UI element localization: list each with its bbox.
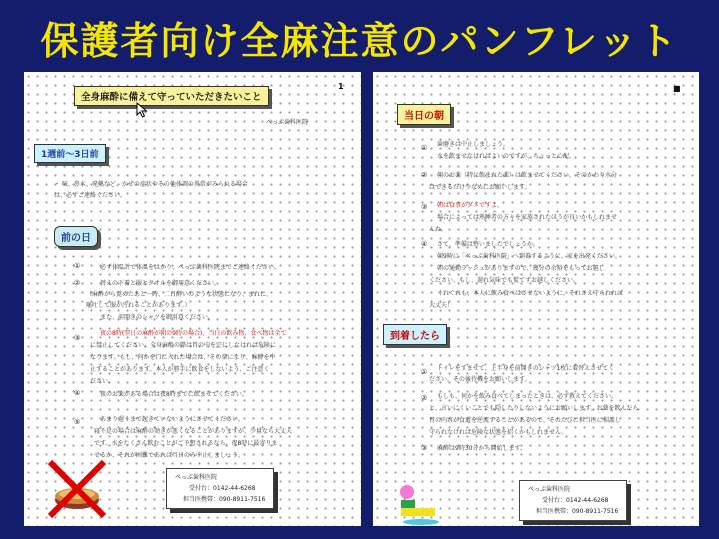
contact-name: ぺっぷ歯科医院 xyxy=(175,474,218,481)
item-line-warning: 夜の8時(翌日の麻酔が朝の9時の場合)、当日の飲み物、食べ物は全て xyxy=(100,330,287,337)
item-line: 歯磨きは中止しましょう。 xyxy=(437,141,510,148)
item-line: 朝のお薬（特に飲まれた薬）は飲ませてください。そのかわり水分 xyxy=(437,172,618,179)
contact-emergency: 担当医携帯：090-8911-7516 xyxy=(536,508,619,515)
item-line: トイレをすませて、上半身を前開きのシャツ1枚に着替えさせてく xyxy=(437,365,615,372)
item-line: また、前開きのシャツを御用意ください。 xyxy=(100,314,214,321)
item-number: ⑤ xyxy=(74,418,81,426)
no-food-icon xyxy=(42,454,112,524)
section-prev-day-header: 前の日 xyxy=(54,226,98,247)
mouse-cursor-icon xyxy=(136,102,148,118)
item-number: ③ xyxy=(421,203,428,211)
item-number: ② xyxy=(421,394,428,402)
contact-reception: 受付台：0142-44-6268 xyxy=(189,485,256,492)
contact-name: ぺっぷ歯科医院 xyxy=(528,486,571,493)
main-header: 全身麻酔に備えて守っていただきたいこと xyxy=(74,86,269,106)
item-line: んね。 xyxy=(429,226,448,233)
item-line: です。水をたくさん飲むことがご予想されるなら、夜8時に最寄りま xyxy=(94,440,278,447)
item-line: はできるだけ少なめにお願いします。 xyxy=(429,184,531,191)
item-line: ください。もし、遅れ気味でも慌てずお越しください。 xyxy=(429,277,580,284)
item-number: ② xyxy=(74,279,81,287)
pamphlet-page-left xyxy=(24,72,361,526)
item-line: 麻酔は9時30分から開始します。 xyxy=(437,445,526,452)
item-number: ① xyxy=(74,262,81,270)
patient-chair-icon xyxy=(395,484,443,526)
clinic-name: ぺっぷ歯科医院 xyxy=(266,119,309,126)
item-number: ③ xyxy=(74,334,81,342)
page-marker: ■ xyxy=(673,84,681,93)
item-line: 守られなければ危険な状態を招くかもしれません。 xyxy=(429,429,568,436)
item-line: 胃の内容が食道を逆流することがあるので、そのたびに担当医に相談し xyxy=(429,417,621,424)
item-line: 寝不足の場合は麻酔の効きが悪くなることがありますが、少量なら大丈夫 xyxy=(94,428,293,435)
item-line: 必ず体温計で体温をはかり、ぺっぷ歯科医院までご連絡ください。 xyxy=(100,264,281,271)
item-line-warning: 朝は食事がダメですよ。 xyxy=(437,202,504,209)
contact-box-right xyxy=(519,480,627,521)
contact-box-left xyxy=(166,468,274,509)
item-line: ださい。 xyxy=(90,378,115,385)
week-text-line: は、必ずご連絡ください。 xyxy=(54,192,127,199)
contact-emergency: 担当医携帯：090-8911-7516 xyxy=(183,496,266,503)
slide-title: 保護者向け全麻注意のパンフレット xyxy=(40,19,679,63)
item-number: ① xyxy=(421,144,428,152)
page-number: 1 xyxy=(338,82,344,91)
item-number: ③ xyxy=(421,444,428,452)
item-line: （麻酔から覚めたあと一時、二日酔いのような状態になり、まれに、 xyxy=(86,291,273,298)
item-line: あまり遅くまで起きていないようにさせてください。 xyxy=(100,416,245,423)
section-arrival-header: 到着したら xyxy=(383,324,447,345)
item-line: 水を飲ませなければよいのですが、ちょっと心配。 xyxy=(437,153,576,160)
item-number: ④ xyxy=(421,240,428,248)
section-week-header: 1週前～3日前 xyxy=(34,144,106,163)
item-line: くれぐれも、本人に飲み食べはさせないように。それさえ守られれば xyxy=(437,290,624,297)
item-line: ださい。その後待機をお願いします。 xyxy=(429,376,531,383)
item-line: せるか、それが困難であれば当日のみ中止しましょう。 xyxy=(94,452,245,459)
item-line: に禁止してください。全身麻酔の際は胃の中を空にしなければ危険に xyxy=(90,342,277,349)
week-text-line: ・ 咳、鼻水、発熱など、かぜの症状やその他体調の異常がみられる場合 xyxy=(54,181,248,188)
item-line: 場合によっては熟睡者の方々を家族されたほうが良いかもしれませ xyxy=(437,214,618,221)
item-line: 大丈夫！ xyxy=(429,302,454,309)
pamphlet-page-right xyxy=(373,72,699,526)
item-number: ④ xyxy=(74,389,81,397)
item-line: なります。もし、何かを口に入れた場合は、その量により、麻酔を中 xyxy=(90,354,276,361)
item-line: 夜のお薬がある場合は夜8時までに飲ませてください。 xyxy=(100,391,248,398)
item-line: 止することがあります。本人が勝手に飲食をしないよう、ご注意く xyxy=(90,366,270,373)
item-line: 朝9時に「ぺっぷ歯科医院」へ到着するように、家を出発ください。 xyxy=(437,253,621,260)
item-line: 嘔吐して服が汚れることがあります。） xyxy=(86,302,191,309)
item-number: ① xyxy=(421,368,428,376)
item-line: 朝の通勤ラッシュがありますので、幾分の余裕をもってお越し xyxy=(437,265,605,272)
section-morning-header: 当日の朝 xyxy=(397,104,451,125)
contact-reception: 受付台：0142-44-6268 xyxy=(542,497,609,504)
item-number: ② xyxy=(421,171,428,179)
item-line: もしも、何かを飲み食べてしまったときは、必ず教えてください。 xyxy=(437,393,618,400)
item-line: 替えの下着と服とタオルを御用意ください。 xyxy=(100,280,221,287)
item-line: さて、準備は整いましたでしょうか。 xyxy=(437,241,539,248)
item-line: と、言いにくいことでも隠したりしないようにお願いします。お薬を飲んだら xyxy=(429,405,639,412)
